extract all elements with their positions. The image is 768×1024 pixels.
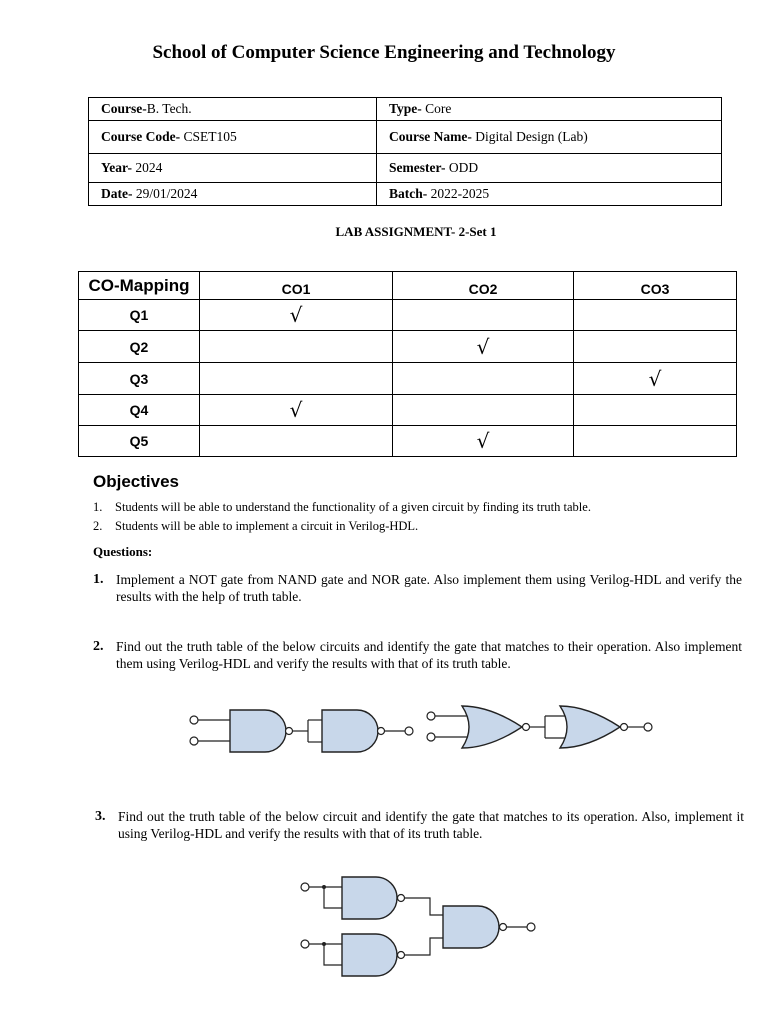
question-number: 2. [93, 639, 104, 654]
output-terminal [527, 923, 535, 931]
question-2-circuits [0, 700, 768, 770]
nor-gate-1 [462, 706, 522, 748]
row-label: Q4 [79, 395, 200, 426]
table-row [89, 121, 722, 154]
question-number: 3. [95, 809, 106, 824]
tick-mark [200, 363, 393, 395]
tick-mark: √ [200, 300, 393, 331]
question-text: Implement a NOT gate from NAND gate and NOR gate. Also implement them using Verilog-HDL and verify the results with the help of truth table. [116, 572, 742, 604]
co2-header: CO2 [393, 272, 574, 300]
nand-gate-3 [443, 906, 499, 948]
tick-mark: √ [574, 363, 737, 395]
tick-mark [574, 331, 737, 363]
nand-gate-2 [342, 934, 397, 976]
nand-gate-1 [230, 710, 286, 752]
wire [405, 898, 443, 915]
row-label: Q3 [79, 363, 200, 395]
input-terminal [301, 940, 309, 948]
course-info-table [88, 97, 722, 206]
wire [324, 944, 342, 965]
table-row [79, 300, 737, 331]
co1-header: CO1 [200, 272, 393, 300]
question-3-circuit [0, 870, 768, 985]
co-mapping-header: CO-Mapping [79, 272, 200, 300]
junction-dot [322, 942, 326, 946]
table-row [79, 395, 737, 426]
table-row [79, 426, 737, 457]
tick-mark [574, 426, 737, 457]
input-terminal [190, 737, 198, 745]
course-code-cell: Course Code- CSET105 [89, 121, 377, 154]
inverter-bubble [398, 952, 405, 959]
batch-cell: Batch- 2022-2025 [377, 183, 722, 206]
table-row [79, 363, 737, 395]
list-item: 2. Students will be able to implement a circuit in Verilog-HDL. [93, 519, 419, 533]
course-name-cell: Course Name- Digital Design (Lab) [377, 121, 722, 154]
list-item: 1. Students will be able to understand the functionality of a given circuit by finding its truth table. [93, 500, 591, 514]
tick-mark [574, 395, 737, 426]
junction-dot [322, 885, 326, 889]
output-terminal [644, 723, 652, 731]
objectives-list [93, 498, 733, 536]
objectives-heading: Objectives [93, 472, 179, 491]
nor-cascade-circuit [427, 706, 652, 748]
question-text: Find out the truth table of the below circuits and identify the gate that matches to their operation. Also implement them using Verilog-HDL and verify the results with that of its truth table. [116, 639, 742, 671]
input-terminal [301, 883, 309, 891]
wire [405, 938, 443, 955]
question-2 [93, 638, 742, 672]
inverter-bubble [286, 728, 293, 735]
table-row [89, 98, 722, 121]
table-row [89, 183, 722, 206]
nand-cascade-circuit [190, 710, 413, 752]
table-row [79, 331, 737, 363]
input-terminal [427, 712, 435, 720]
tick-mark [393, 395, 574, 426]
tick-mark [200, 426, 393, 457]
date-cell: Date- 29/01/2024 [89, 183, 377, 206]
nor-gate-2 [560, 706, 620, 748]
table-row [89, 154, 722, 183]
question-1 [93, 571, 742, 605]
tick-mark [393, 363, 574, 395]
question-text: Find out the truth table of the below circuit and identify the gate that matches to its operation. Also, implement it using Verilog-HDL and verify the results with that of its truth table. [118, 809, 744, 841]
course-cell: Course-B. Tech. [89, 98, 377, 121]
question-3 [95, 808, 744, 842]
question-number: 1. [93, 572, 104, 587]
input-terminal [427, 733, 435, 741]
row-label: Q5 [79, 426, 200, 457]
inverter-bubble [500, 924, 507, 931]
tick-mark: √ [393, 331, 574, 363]
tick-mark [200, 331, 393, 363]
nand-network-circuit [301, 877, 535, 976]
tick-mark [574, 300, 737, 331]
tick-mark: √ [393, 426, 574, 457]
co3-header: CO3 [574, 272, 737, 300]
year-cell: Year- 2024 [89, 154, 377, 183]
table-row [79, 272, 737, 300]
inverter-bubble [523, 724, 530, 731]
nand-gate-1 [342, 877, 397, 919]
output-terminal [405, 727, 413, 735]
semester-cell: Semester- ODD [377, 154, 722, 183]
row-label: Q2 [79, 331, 200, 363]
inverter-bubble [378, 728, 385, 735]
lab-assignment-title: LAB ASSIGNMENT- 2-Set 1 [335, 224, 497, 239]
input-terminal [190, 716, 198, 724]
questions-heading: Questions: [93, 544, 153, 559]
tick-mark: √ [200, 395, 393, 426]
nand-gate-2 [322, 710, 378, 752]
inverter-bubble [621, 724, 628, 731]
page-title: School of Computer Science Engineering and Technology [152, 42, 616, 63]
co-mapping-table [78, 271, 737, 457]
wire [324, 887, 342, 908]
row-label: Q1 [79, 300, 200, 331]
tick-mark [393, 300, 574, 331]
type-cell: Type- Core [377, 98, 722, 121]
inverter-bubble [398, 895, 405, 902]
